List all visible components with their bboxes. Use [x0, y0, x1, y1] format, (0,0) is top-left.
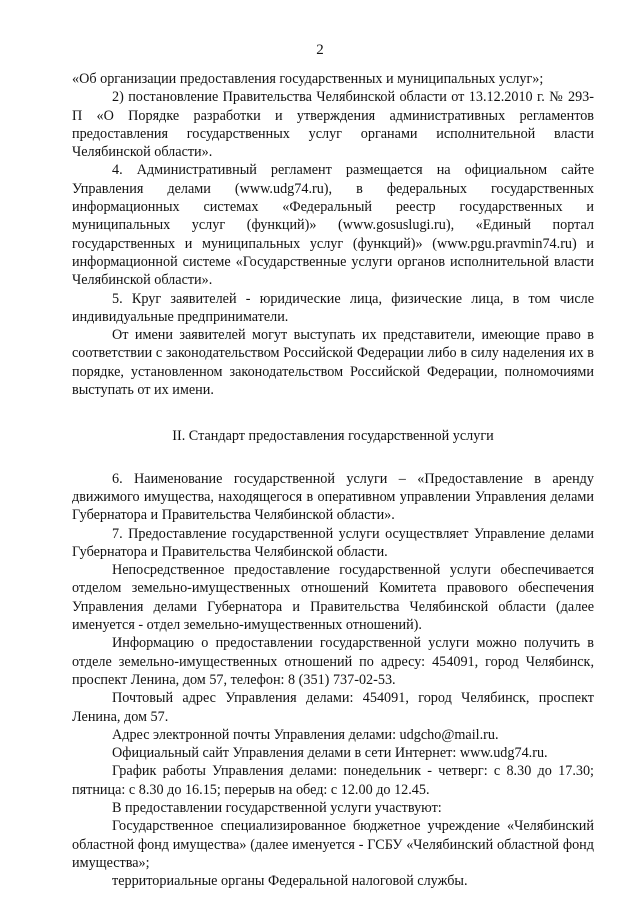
paragraph-department: Непосредственное предоставление государственной услуги обеспечивается отделом земельно-имущественных отношений Комитета правового обеспечения Управления делами Губернатора и Правительства Челябинской области (далее именуется - отдел земельно-имущественных отношений).	[72, 562, 594, 634]
paragraph-representatives: От имени заявителей могут выступать их представители, имеющие право в соответствии с законодательством Российской Федерации либо в силу наделения их в порядке, установленном законодательством Российской Федерации, полномочиями выступать от их имени.	[72, 327, 594, 399]
paragraph-property-fund: Государственное специализированное бюджетное учреждение «Челябинский областной фонд имущества» (далее именуется - ГСБУ «Челябинский областной фонд имущества»;	[72, 818, 594, 871]
page-number: 2	[316, 42, 324, 58]
paragraph-clause-7: 7. Предоставление государственной услуги осуществляет Управление делами Губернатора и Правительства Челябинской области.	[72, 525, 594, 560]
paragraph-clause-5: 5. Круг заявителей - юридические лица, физические лица, в том числе индивидуальные предприниматели.	[72, 290, 594, 325]
paragraph-clause-6: 6. Наименование государственной услуги – «Предоставление в аренду движимого имущества, находящегося в оперативном управлении Управления делами Губернатора и Правительства Челябинской области».	[72, 470, 594, 524]
paragraph-website: Официальный сайт Управления делами в сети Интернет: www.udg74.ru.	[112, 745, 548, 762]
paragraph-clause-4: 4. Административный регламент размещается на официальном сайте Управления делами (www.udg74.ru), в федеральных государственных информационных системах «Федеральный реестр государственных и муниципальных услуг (функций)» (www.gosuslugi.ru), «Единый портал государственных и муниципальных услуг (функций)» (www.pgu.pravmin74.ru) и информационной системе «Государственные услуги органов исполнительной власти Челябинской области».	[72, 162, 594, 289]
paragraph-resolution: 2) постановление Правительства Челябинской области от 13.12.2010 г. № 293-П «О Порядке разработки и утверждения административных регламентов предоставления государственных услуг органами исполнительной власти Челябинской области».	[72, 89, 594, 161]
paragraph-schedule: График работы Управления делами: понедельник - четверг: с 8.30 до 17.30; пятница: с 8.30 до 16.15; перерыв на обед: с 12.00 до 12.45.	[72, 763, 594, 798]
paragraph-info-address: Информацию о предоставлении государственной услуги можно получить в отделе земельно-имущественных отношений по адресу: 454091, город Челябинск, проспект Ленина, дом 57, телефон: 8 (351) 737-02-53.	[72, 635, 594, 688]
paragraph-participants: В предоставлении государственной услуги участвуют:	[112, 799, 442, 816]
paragraph-postal-address: Почтовый адрес Управления делами: 454091, город Челябинск, проспект Ленина, дом 57.	[72, 690, 594, 725]
paragraph-tax-service: территориальные органы Федеральной налоговой службы.	[112, 873, 468, 890]
section-title: II. Стандарт предоставления государственной услуги	[172, 428, 494, 445]
document-body	[72, 70, 594, 890]
paragraph-email: Адрес электронной почты Управления делами: udgcho@mail.ru.	[112, 726, 499, 743]
paragraph-law-title: «Об организации предоставления государственных и муниципальных услуг»;	[72, 71, 544, 87]
